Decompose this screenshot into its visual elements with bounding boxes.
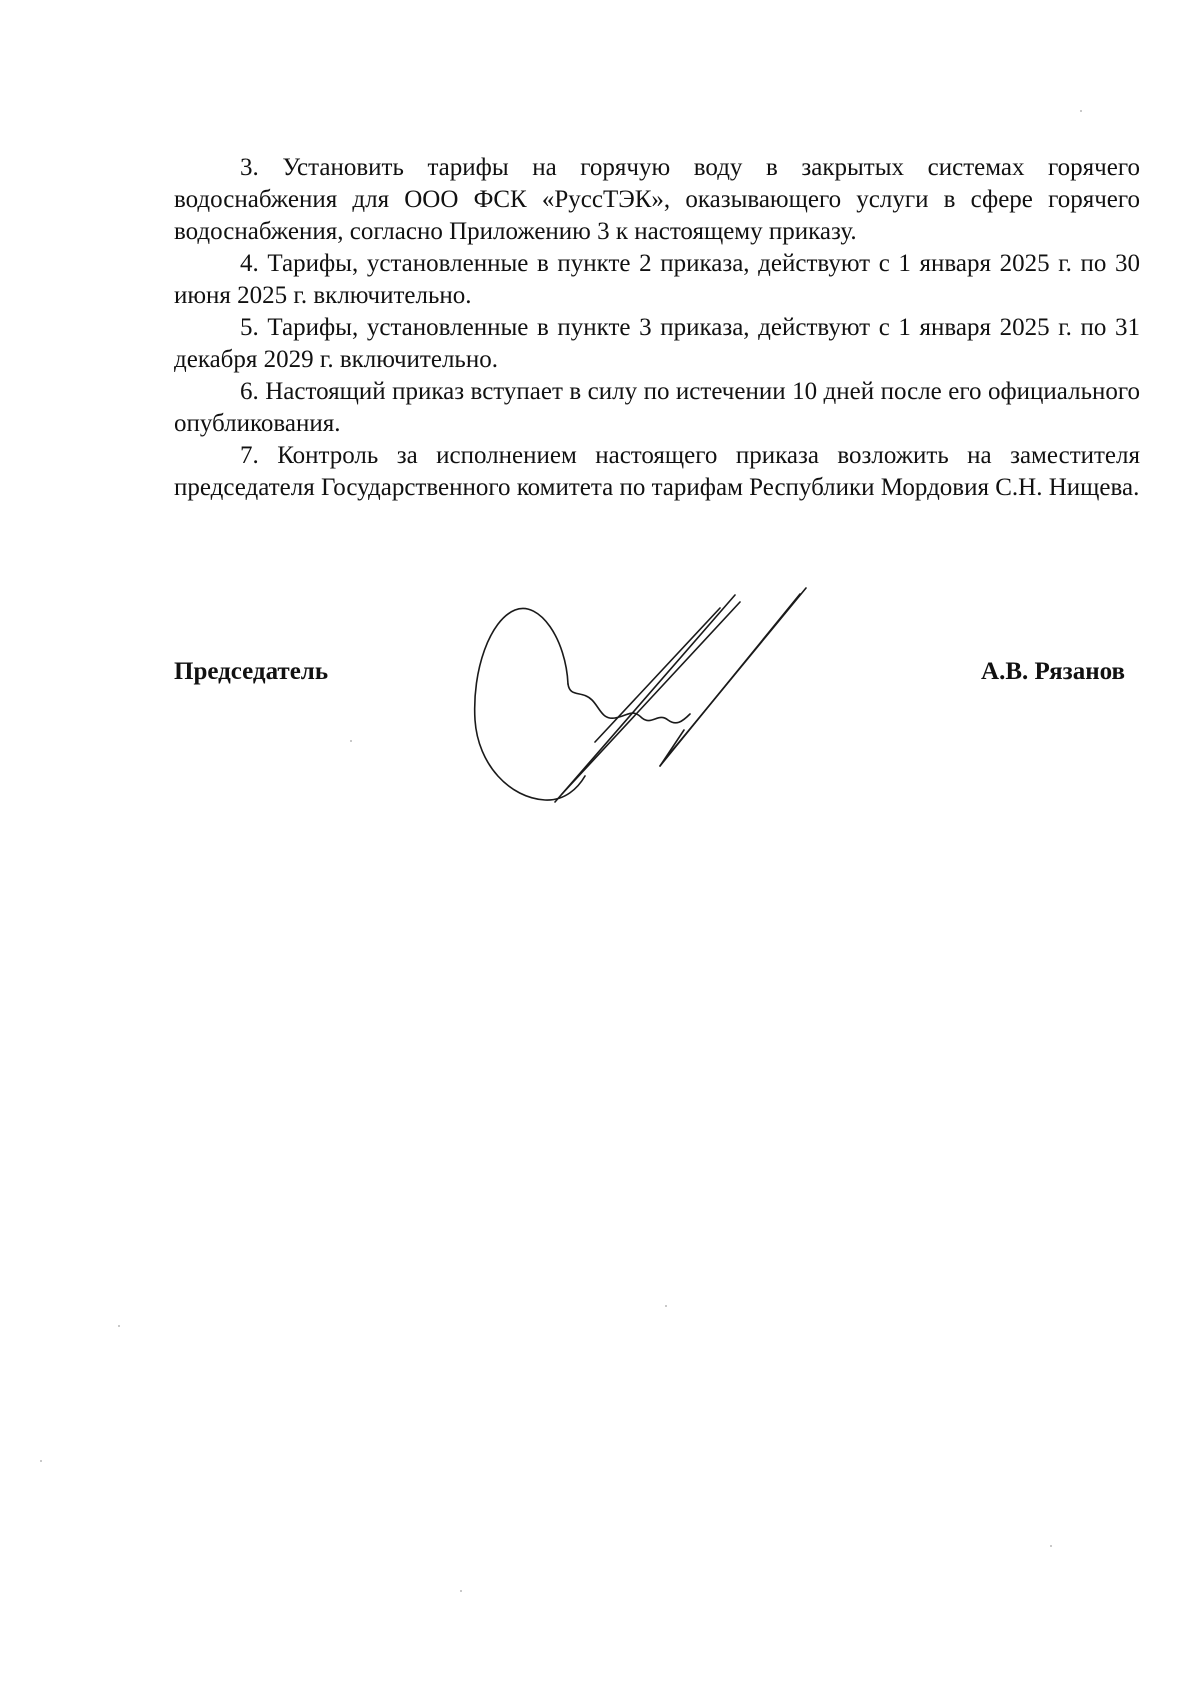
scan-speck xyxy=(460,1590,462,1592)
order-body xyxy=(174,152,1140,504)
handwritten-signature xyxy=(470,580,830,820)
scan-speck xyxy=(350,740,352,742)
scan-speck xyxy=(1080,110,1082,112)
signatory-role: Председатель xyxy=(174,658,329,685)
scan-speck xyxy=(40,1460,42,1462)
paragraph-6: 6. Настоящий приказ вступает в силу по истечении 10 дней после его официального опубликования. xyxy=(174,378,1140,437)
paragraph-5: 5. Тарифы, установленные в пункте 3 приказа, действуют с 1 января 2025 г. по 31 декабря 2029 г. включительно. xyxy=(174,314,1140,373)
scan-speck xyxy=(1050,1545,1052,1547)
paragraph-3: 3. Установить тарифы на горячую воду в закрытых системах горячего водоснабжения для ООО ФСК «РуссТЭК», оказывающего услуги в сфере горячего водоснабжения, согласно Приложению 3 к настоящему приказу. xyxy=(174,154,1140,245)
scan-speck xyxy=(118,1325,120,1327)
signatory-name: А.В. Рязанов xyxy=(981,658,1125,685)
paragraph-4: 4. Тарифы, установленные в пункте 2 приказа, действуют с 1 января 2025 г. по 30 июня 2025 г. включительно. xyxy=(174,250,1140,309)
paragraph-7: 7. Контроль за исполнением настоящего приказа возложить на заместителя председателя Государственного комитета по тарифам Республики Мордовия С.Н. Нищева. xyxy=(174,442,1140,501)
scan-speck xyxy=(665,1305,667,1307)
